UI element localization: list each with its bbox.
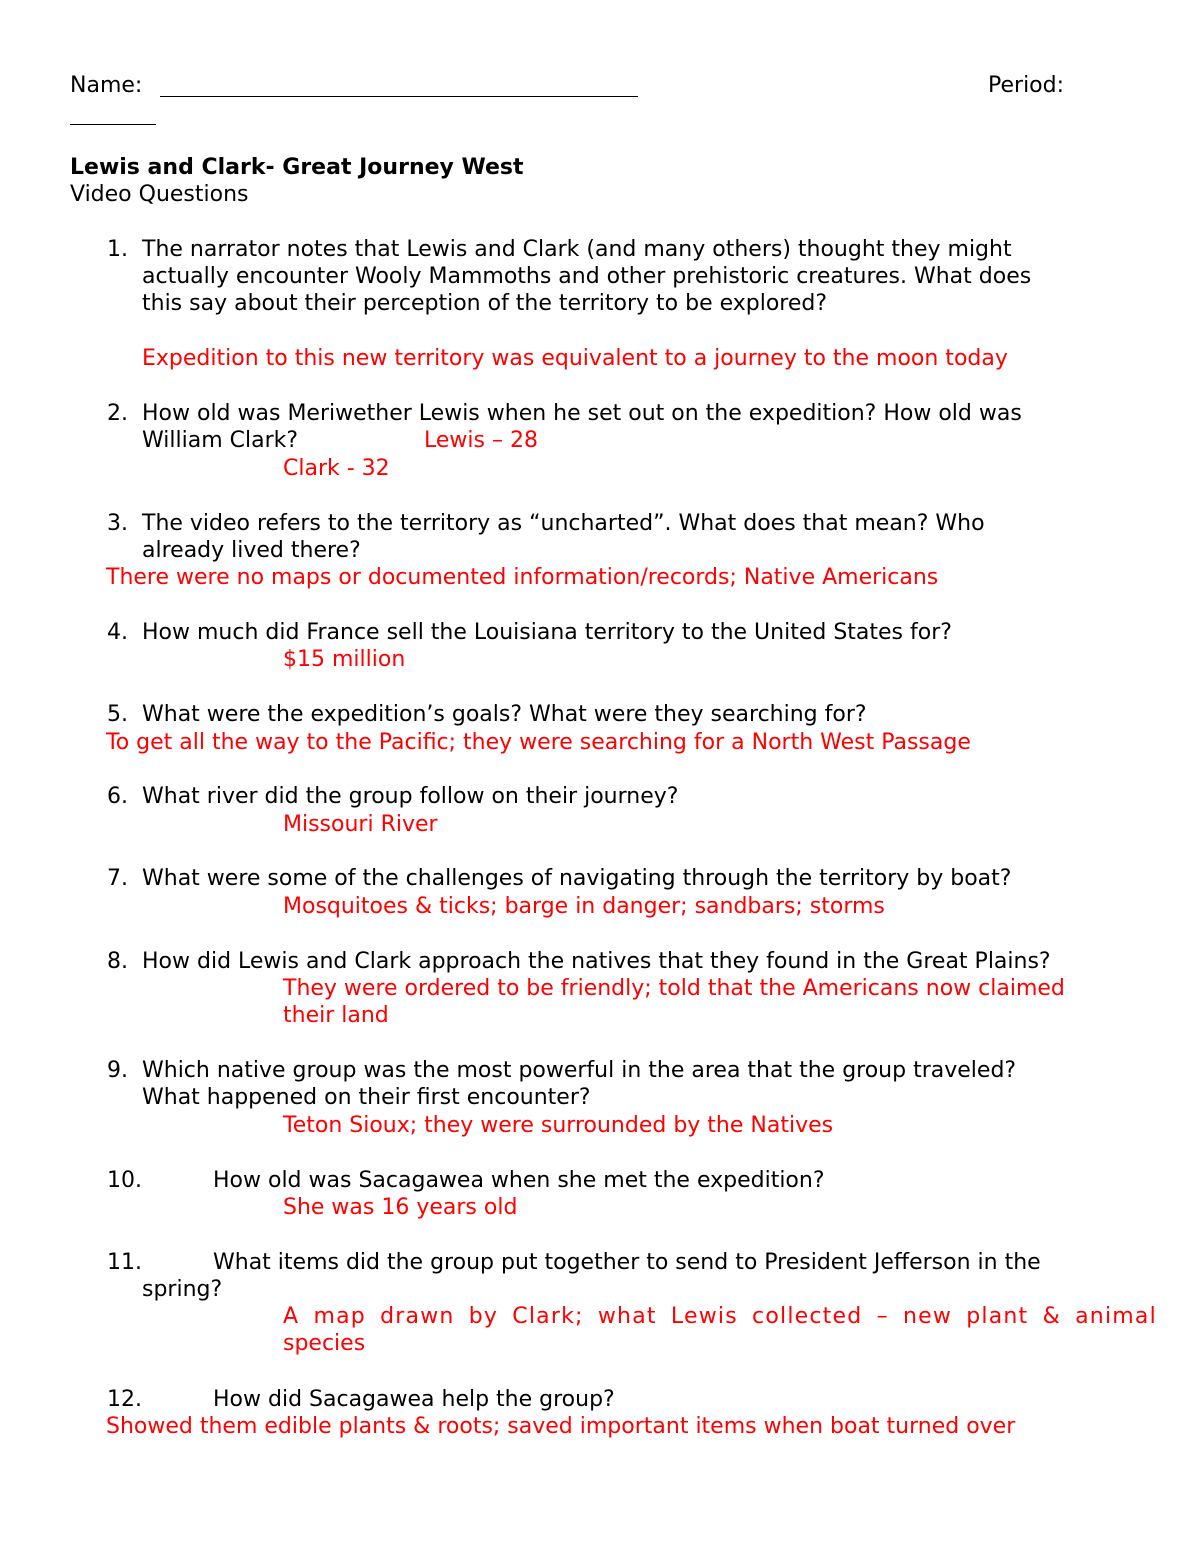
question-3-line-1: The video refers to the territory as “uncharted”. What does that mean? Who [142, 511, 985, 536]
answer-3: There were no maps or documented information/records; Native Americans [106, 565, 939, 590]
question-11-number: 11. [107, 1250, 142, 1275]
question-7-line-1: What were some of the challenges of navigating through the territory by boat? [142, 866, 1012, 891]
question-11-line-1: What items did the group put together to send to President Jefferson in the [213, 1250, 1041, 1275]
name-label: Name: [70, 73, 143, 98]
question-2-line-2: William Clark? [142, 428, 299, 453]
question-3-number: 3. [107, 511, 128, 536]
question-9-line-1: Which native group was the most powerful in the area that the group traveled? [142, 1058, 1017, 1083]
worksheet-subtitle: Video Questions [70, 182, 249, 207]
question-7-number: 7. [107, 866, 128, 891]
question-1-number: 1. [107, 237, 128, 262]
answer-2-line-1: Lewis – 28 [424, 428, 538, 453]
question-10-line-1: How old was Sacagawea when she met the expedition? [213, 1168, 825, 1193]
question-8-line-1: How did Lewis and Clark approach the natives that they found in the Great Plains? [142, 949, 1051, 974]
answer-9: Teton Sioux; they were surrounded by the Natives [283, 1113, 834, 1138]
name-blank-line[interactable] [160, 96, 638, 97]
question-6-number: 6. [107, 784, 128, 809]
question-3-line-2: already lived there? [142, 538, 361, 563]
answer-12: Showed them edible plants & roots; saved important items when boat turned over [106, 1414, 1016, 1439]
question-12-number: 12. [107, 1387, 142, 1412]
answer-6: Missouri River [283, 812, 438, 837]
answer-8-line-2: their land [283, 1003, 389, 1028]
answer-8-line-1: They were ordered to be friendly; told that the Americans now claimed [283, 976, 1065, 1001]
answer-5: To get all the way to the Pacific; they were searching for a North West Passage [106, 730, 971, 755]
question-9-line-2: What happened on their first encounter? [142, 1085, 591, 1110]
answer-7: Mosquitoes & ticks; barge in danger; sandbars; storms [283, 894, 885, 919]
answer-2-line-2: Clark - 32 [283, 456, 390, 481]
question-6-line-1: What river did the group follow on their journey? [142, 784, 679, 809]
question-2-line-1: How old was Meriwether Lewis when he set out on the expedition? How old was [142, 401, 1022, 426]
answer-10: She was 16 years old [283, 1195, 518, 1220]
question-1-line-2: actually encounter Wooly Mammoths and other prehistoric creatures. What does [142, 264, 1032, 289]
question-4-line-1: How much did France sell the Louisiana territory to the United States for? [142, 620, 952, 645]
question-1-line-1: The narrator notes that Lewis and Clark (and many others) thought they might [142, 237, 1012, 262]
question-5-line-1: What were the expedition’s goals? What were they searching for? [142, 702, 867, 727]
period-blank-line[interactable] [70, 124, 156, 125]
answer-11-line-2: species [283, 1331, 366, 1356]
question-4-number: 4. [107, 620, 128, 645]
question-5-number: 5. [107, 702, 128, 727]
answer-4: $15 million [283, 647, 406, 672]
question-12-line-1: How did Sacagawea help the group? [213, 1387, 615, 1412]
question-2-number: 2. [107, 401, 128, 426]
question-8-number: 8. [107, 949, 128, 974]
worksheet-title: Lewis and Clark- Great Journey West [70, 155, 524, 180]
period-label: Period: [988, 73, 1065, 98]
answer-11-line-1: A map drawn by Clark; what Lewis collected – new plant & animal [283, 1304, 1157, 1329]
question-9-number: 9. [107, 1058, 128, 1083]
question-1-line-3: this say about their perception of the territory to be explored? [142, 291, 828, 316]
answer-1: Expedition to this new territory was equivalent to a journey to the moon today [142, 346, 1008, 371]
question-11-line-2: spring? [142, 1277, 223, 1302]
question-10-number: 10. [107, 1168, 142, 1193]
